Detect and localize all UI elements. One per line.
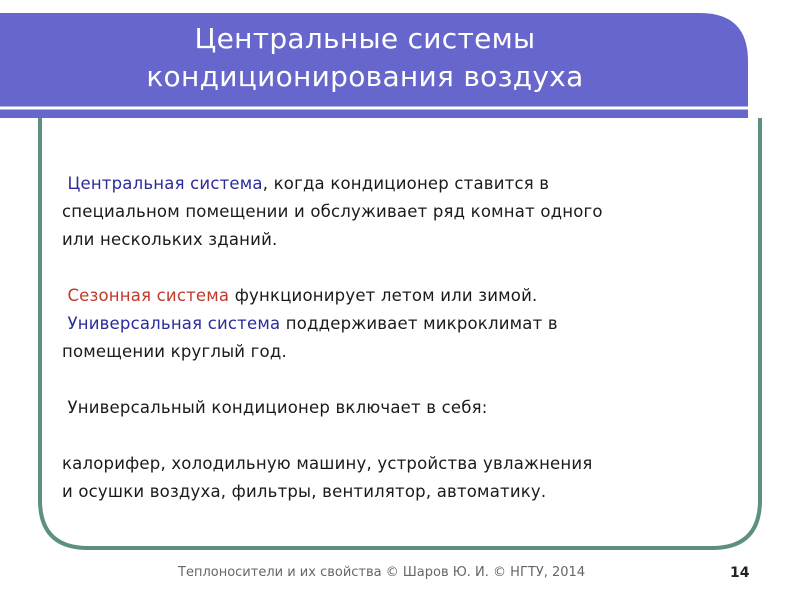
central-desc: , когда кондиционер ставится в <box>262 174 550 193</box>
slide-body <box>62 170 722 506</box>
paragraph-components-line1: калорифер, холодильную машину, устройства увлажнения <box>62 454 593 473</box>
paragraph-central-line1 <box>62 170 722 198</box>
seasonal-desc: функционирует летом или зимой. <box>229 286 538 305</box>
term-seasonal: Сезонная система <box>67 286 230 305</box>
term-universal: Универсальная система <box>67 314 281 333</box>
slide-title <box>60 20 670 96</box>
title-line-1: Центральные системы <box>194 22 536 55</box>
paragraph-universal-line2: помещении круглый год. <box>62 342 287 361</box>
universal-desc: поддерживает микроклимат в <box>280 314 558 333</box>
paragraph-conditioner <box>62 394 722 422</box>
page-number: 14 <box>730 565 750 581</box>
slide-footer <box>0 565 800 585</box>
paragraph-central-line3: или нескольких зданий. <box>62 230 278 249</box>
paragraph-central-line2: специальном помещении и обслуживает ряд комнат одного <box>62 202 603 221</box>
title-line-2: кондиционирования воздуха <box>146 60 584 93</box>
paragraph-universal-line1 <box>62 310 722 338</box>
conditioner-text: Универсальный кондиционер включает в себя: <box>67 398 488 417</box>
paragraph-components-line2: и осушки воздуха, фильтры, вентилятор, автоматику. <box>62 482 547 501</box>
term-central: Центральная система <box>67 174 263 193</box>
footer-text: Теплоносители и их свойства © Шаров Ю. И. © НГТУ, 2014 <box>178 565 586 580</box>
paragraph-seasonal <box>62 282 722 310</box>
